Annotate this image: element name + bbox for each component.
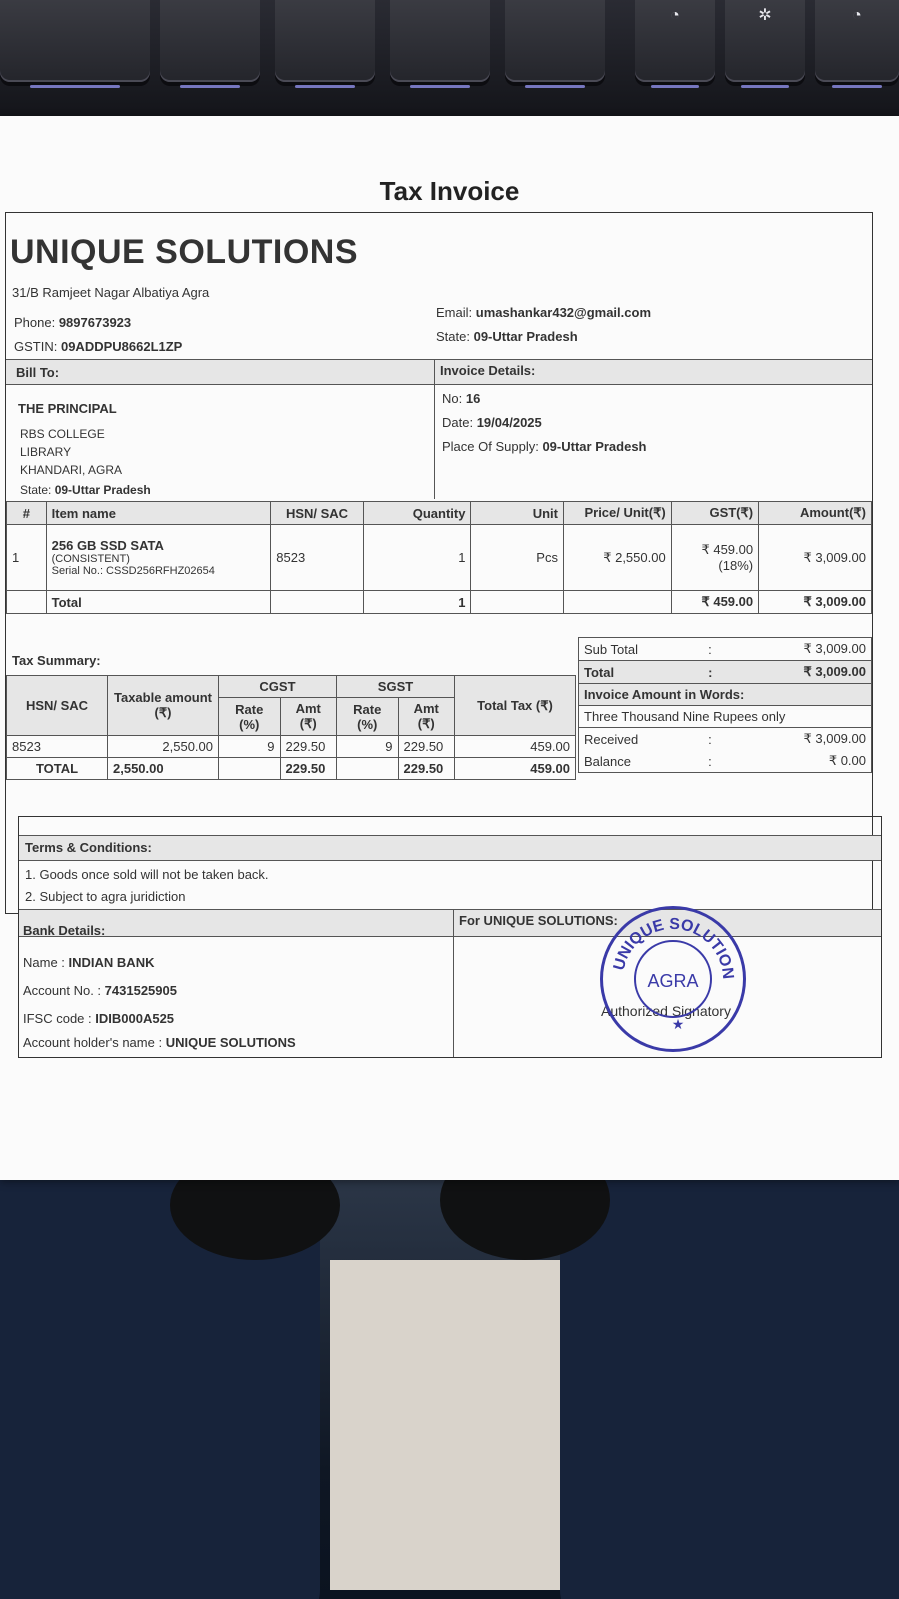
svg-text:UNIQUE SOLUTIONS [603, 909, 736, 980]
bill-to-state-value: 09-Uttar Pradesh [54, 483, 151, 497]
floor-mat [330, 1260, 590, 1590]
bank-holder-label: Account holder's name : [23, 1035, 163, 1050]
received-colon: : [708, 731, 712, 747]
invoice-date-value: 19/04/2025 [476, 415, 542, 430]
tax-total-total: 459.00 [455, 758, 576, 780]
cgst-amt-header: Amt (₹) [280, 698, 336, 736]
col-index: # [7, 502, 47, 525]
balance-colon: : [703, 750, 731, 773]
received-row [579, 728, 872, 751]
bill-to-line1: RBS COLLEGE [20, 427, 105, 441]
tax-total-taxable: 2,550.00 [108, 758, 219, 780]
item-gst-cell [671, 525, 758, 591]
items-header-row [7, 502, 872, 525]
tax-row-cgst-amt: 229.50 [280, 736, 336, 758]
subtotal-value: ₹ 3,009.00 [731, 638, 872, 661]
col-gst: GST(₹) [671, 502, 758, 525]
company-address: 31/B Ramjeet Nagar Albatiya Agra [12, 285, 210, 300]
bank-account-label: Account No. : [23, 983, 102, 998]
tax-summary-table [6, 675, 576, 780]
received-label: Received [579, 728, 704, 751]
table-row [7, 736, 576, 758]
sgst-amt-header: Amt (₹) [398, 698, 454, 736]
col-quantity: Quantity [363, 502, 471, 525]
bank-name-label: Name : [23, 955, 65, 970]
item-price: ₹ 2,550.00 [563, 525, 671, 591]
company-name: UNIQUE SOLUTIONS [10, 233, 359, 271]
received-value: ₹ 3,009.00 [731, 728, 872, 751]
item-gst-rate: (18%) [718, 558, 754, 573]
tax-col-hsn: HSN/ SAC [7, 676, 108, 736]
phone-value: 9897673923 [58, 315, 132, 330]
tax-row-hsn: 8523 [7, 736, 108, 758]
gstin-label: GSTIN: [14, 339, 58, 354]
item-amount: ₹ 3,009.00 [759, 525, 872, 591]
bank-ifsc [23, 1011, 174, 1026]
state-label: State: [436, 329, 470, 344]
invoice-no-value: 16 [465, 391, 481, 406]
bank-name-value: INDIAN BANK [68, 955, 155, 970]
bank-account [23, 983, 177, 998]
state-value: 09-Uttar Pradesh [473, 329, 578, 344]
place-label: Place Of Supply: [442, 439, 539, 454]
keyboard-key [160, 0, 260, 82]
tax-row-sgst-amt: 229.50 [398, 736, 454, 758]
invoice-frame [5, 212, 873, 914]
keyboard-key [0, 0, 150, 82]
sgst-rate-header: Rate (%) [336, 698, 398, 736]
bank-ifsc-label: IFSC code : [23, 1011, 92, 1026]
authorized-signatory: Authorized Signatory [601, 1003, 731, 1019]
items-total-row [7, 591, 872, 614]
invoice-date-label: Date: [442, 415, 474, 430]
footer-frame [18, 816, 882, 1058]
words-row [579, 706, 872, 728]
balance-value: ₹ 0.00 [731, 750, 872, 773]
photo-background [0, 1170, 899, 1599]
place-value: 09-Uttar Pradesh [542, 439, 647, 454]
place-of-supply [442, 439, 647, 454]
tax-col-sgst: SGST [336, 676, 454, 698]
tax-total-cgst: 229.50 [280, 758, 336, 780]
item-serial: Serial No.: CSSD256RFHZ02654 [51, 565, 215, 577]
items-total-gst: ₹ 459.00 [671, 591, 758, 614]
bank-header-band [19, 909, 881, 937]
bill-to-heading: Bill To: [16, 365, 60, 380]
company-gstin [14, 339, 182, 354]
total-row [579, 661, 872, 684]
total-colon: : [703, 661, 731, 684]
email-label: Email: [436, 305, 473, 320]
item-gst: ₹ 459.00 [701, 542, 754, 557]
item-index: 1 [7, 525, 47, 591]
amount-words: Three Thousand Nine Rupees only [579, 706, 872, 728]
keyboard-background [0, 0, 899, 120]
invoice-paper [0, 116, 899, 1180]
bill-to-state [20, 483, 151, 497]
clock-icon: ◔ [852, 7, 862, 24]
cgst-rate-header: Rate (%) [219, 698, 281, 736]
bill-to-name: THE PRINCIPAL [18, 401, 117, 416]
tax-row-taxable: 2,550.00 [108, 736, 219, 758]
keyboard-key [390, 0, 490, 82]
phone-label: Phone: [14, 315, 56, 330]
tax-col-total: Total Tax (₹) [455, 676, 576, 736]
company-state [436, 329, 578, 344]
item-unit: Pcs [471, 525, 563, 591]
bank-heading: Bank Details: [23, 923, 106, 938]
tax-header-row-1 [7, 676, 576, 698]
tax-row-sgst-rate: 9 [336, 736, 398, 758]
bill-to-line3: KHANDARI, AGRA [20, 463, 123, 477]
billing-divider [434, 359, 435, 499]
stamp-graphic [603, 909, 743, 1049]
clock-icon: ◔ [670, 7, 680, 24]
bank-ifsc-value: IDIB000A525 [95, 1011, 175, 1026]
table-row [7, 525, 872, 591]
invoice-no-label: No: [442, 391, 463, 406]
item-hsn: 8523 [271, 525, 363, 591]
company-email [436, 305, 651, 320]
keyboard-key [635, 0, 715, 82]
keyboard-key [275, 0, 375, 82]
bank-holder [23, 1035, 296, 1050]
invoice-date [442, 415, 542, 430]
stamp-text: UNIQUE SOLUTION [610, 915, 737, 980]
words-heading-row [579, 684, 872, 706]
keyboard-key [725, 0, 805, 82]
invoice-number [442, 391, 480, 406]
keyboard-key [815, 0, 899, 82]
invoice-details-heading: Invoice Details: [440, 363, 536, 378]
stamp-city: AGRA [647, 971, 699, 991]
item-name-cell [46, 525, 271, 591]
terms-line2: 2. Subject to agra juridiction [25, 889, 186, 904]
tax-total-sgst: 229.50 [398, 758, 454, 780]
brightness-icon: ✲ [758, 7, 772, 24]
col-item-name: Item name [46, 502, 271, 525]
bill-to-line2: LIBRARY [20, 445, 72, 459]
document-title: Tax Invoice [379, 176, 520, 206]
tax-row-total: 459.00 [455, 736, 576, 758]
company-phone [14, 315, 131, 330]
items-total-amount: ₹ 3,009.00 [759, 591, 872, 614]
footer-divider [453, 909, 454, 1057]
tax-col-cgst: CGST [219, 676, 337, 698]
tax-total-label: TOTAL [7, 758, 108, 780]
balance-label: Balance [579, 750, 704, 773]
bank-account-value: 7431525905 [104, 983, 177, 998]
tax-row-cgst-rate: 9 [219, 736, 281, 758]
keyboard-key [505, 0, 605, 82]
star-icon: ★ [671, 1016, 685, 1032]
items-table [6, 501, 872, 614]
company-stamp [600, 906, 746, 1052]
terms-line1: 1. Goods once sold will not be taken back. [25, 867, 269, 882]
amount-words-heading: Invoice Amount in Words: [579, 684, 872, 706]
col-amount: Amount(₹) [759, 502, 872, 525]
item-qty: 1 [363, 525, 471, 591]
bank-name [23, 955, 154, 970]
col-unit: Unit [471, 502, 563, 525]
total-label: Total [579, 661, 704, 684]
bill-to-state-label: State: [20, 483, 52, 497]
subtotal-colon: : [703, 638, 731, 661]
col-price: Price/ Unit(₹) [563, 502, 671, 525]
totals-table [578, 637, 872, 773]
email-value: umashankar432@gmail.com [475, 305, 652, 320]
col-hsn: HSN/ SAC [271, 502, 363, 525]
subtotal-row [579, 638, 872, 661]
tax-col-taxable: Taxable amount (₹) [108, 676, 219, 736]
billing-header-band [6, 359, 872, 385]
total-value: ₹ 3,009.00 [731, 661, 872, 684]
items-total-label: Total [46, 591, 271, 614]
subtotal-label: Sub Total [579, 638, 704, 661]
balance-row [579, 750, 872, 773]
item-brand: (CONSISTENT) [51, 553, 130, 565]
tax-total-row [7, 758, 576, 780]
gstin-value: 09ADDPU8662L1ZP [60, 339, 183, 354]
leg-right [560, 1170, 899, 1599]
tax-summary-heading: Tax Summary: [12, 653, 101, 668]
items-total-qty: 1 [363, 591, 471, 614]
item-name: 256 GB SSD SATA [51, 538, 164, 553]
for-company-label: For UNIQUE SOLUTIONS: [459, 913, 618, 928]
terms-heading: Terms & Conditions: [25, 840, 152, 855]
bank-holder-value: UNIQUE SOLUTIONS [165, 1035, 296, 1050]
